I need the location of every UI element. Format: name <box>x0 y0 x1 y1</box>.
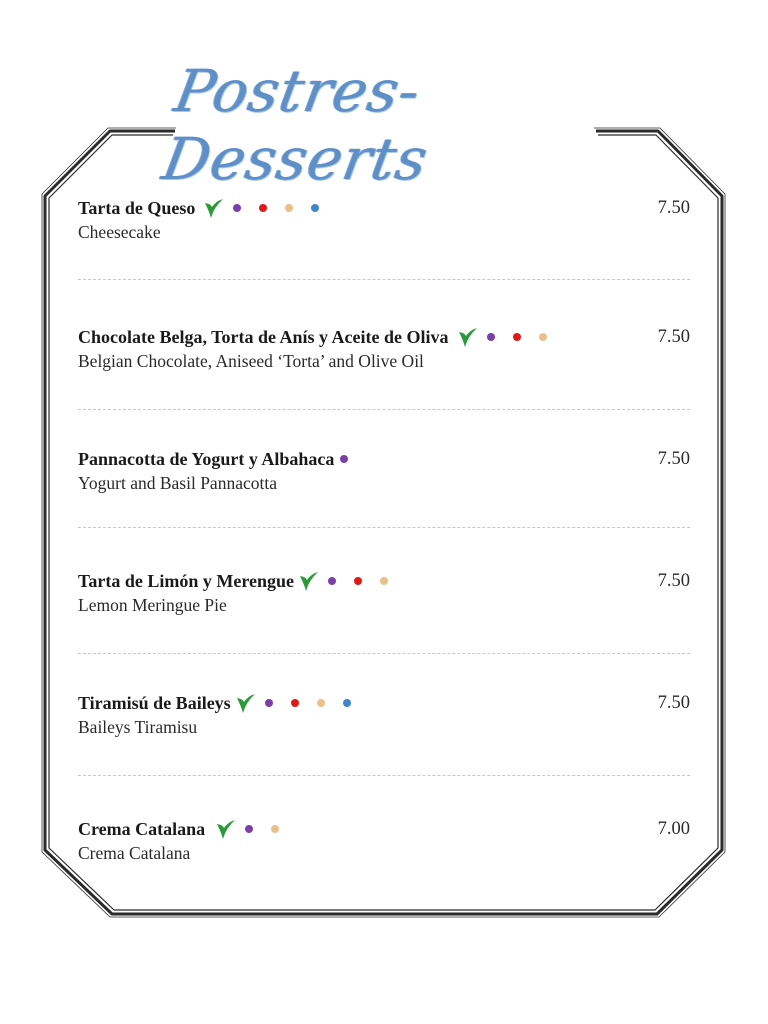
vegetarian-leaf-icon <box>455 324 481 350</box>
allergen-dot-beige <box>285 204 293 212</box>
dish-name-en: Belgian Chocolate, Aniseed ‘Torta’ and Olive Oil <box>78 351 424 371</box>
allergen-dot-beige <box>380 577 388 585</box>
allergen-dot-beige <box>539 333 547 341</box>
dish-name-en: Yogurt and Basil Pannacotta <box>78 473 277 493</box>
allergen-dot-red <box>354 577 362 585</box>
allergen-icons <box>201 195 337 221</box>
menu-item <box>78 195 690 279</box>
menu-item <box>78 690 690 775</box>
allergen-dot-purple <box>328 577 336 585</box>
menu-item <box>78 568 690 653</box>
divider <box>78 775 690 776</box>
dish-name-es: Tarta de Limón y Merengue <box>78 570 294 591</box>
dish-price: 7.00 <box>657 819 690 839</box>
menu-item <box>78 446 690 527</box>
allergen-dot-purple <box>245 825 253 833</box>
vegetarian-leaf-icon <box>233 690 259 716</box>
divider <box>78 279 690 280</box>
allergen-dot-red <box>291 699 299 707</box>
allergen-dot-red <box>513 333 521 341</box>
dish-name-en: Lemon Meringue Pie <box>78 595 227 615</box>
allergen-dot-beige <box>271 825 279 833</box>
dish-price: 7.50 <box>657 327 690 347</box>
allergen-icons <box>233 690 369 716</box>
dish-name-en: Cheesecake <box>78 222 161 242</box>
menu-item <box>78 816 690 876</box>
allergen-dot-purple <box>487 333 495 341</box>
dish-name-es: Tiramisú de Baileys <box>78 692 231 713</box>
menu-title <box>158 57 600 193</box>
allergen-icons <box>340 455 366 463</box>
vegetarian-leaf-icon <box>201 195 227 221</box>
dish-name-en: Baileys Tiramisu <box>78 717 198 737</box>
dish-name-es: Tarta de Queso <box>78 197 196 218</box>
allergen-dot-blue <box>343 699 351 707</box>
allergen-icons <box>455 324 565 350</box>
dish-name-en: Crema Catalana <box>78 843 191 863</box>
allergen-dot-beige <box>317 699 325 707</box>
divider <box>78 527 690 528</box>
dish-price: 7.50 <box>657 693 690 713</box>
dish-price: 7.50 <box>657 449 690 469</box>
dish-price: 7.50 <box>657 571 690 591</box>
dish-name-es: Crema Catalana <box>78 818 206 839</box>
vegetarian-leaf-icon <box>296 568 322 594</box>
vegetarian-leaf-icon <box>213 816 239 842</box>
divider <box>78 653 690 654</box>
allergen-dot-red <box>259 204 267 212</box>
dish-name-es: Pannacotta de Yogurt y Albahaca <box>78 448 335 469</box>
dish-name-es: Chocolate Belga, Torta de Anís y Aceite de Oliva <box>78 326 449 347</box>
allergen-dot-purple <box>233 204 241 212</box>
dessert-list <box>78 195 690 876</box>
allergen-icons <box>213 816 297 842</box>
menu-title-text: Postres-Desserts <box>158 57 434 193</box>
allergen-dot-blue <box>311 204 319 212</box>
allergen-icons <box>296 568 406 594</box>
dish-price: 7.50 <box>657 198 690 218</box>
allergen-dot-purple <box>340 455 348 463</box>
allergen-dot-purple <box>265 699 273 707</box>
divider <box>78 409 690 410</box>
menu-item <box>78 324 690 409</box>
